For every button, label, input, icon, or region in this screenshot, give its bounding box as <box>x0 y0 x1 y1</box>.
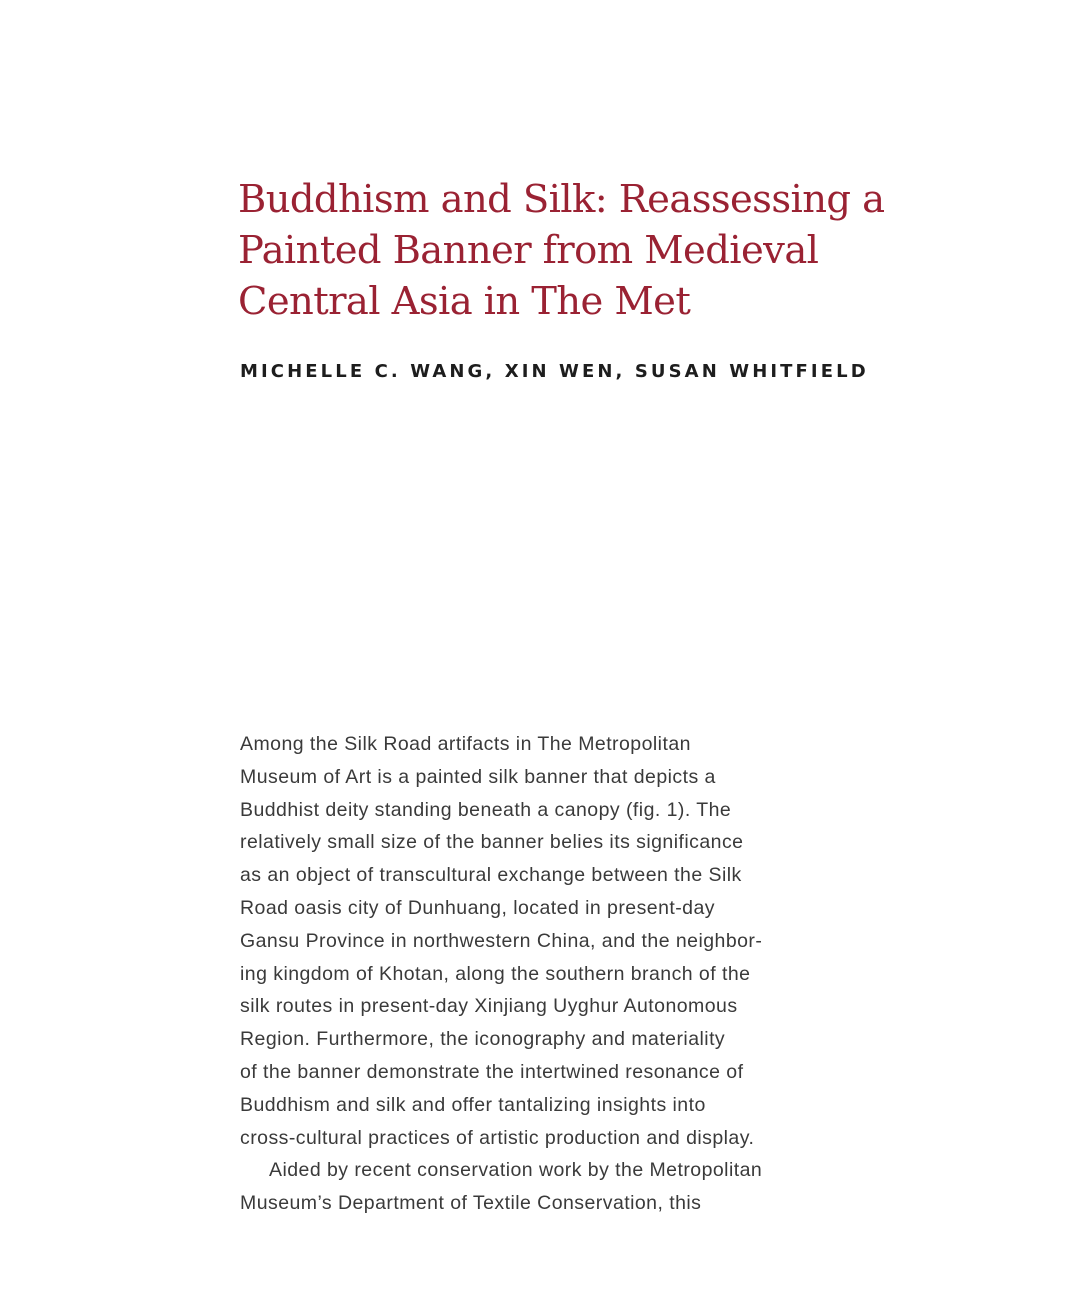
body-line: silk routes in present-day Xinjiang Uyghur Autonomous <box>240 995 738 1018</box>
body-line: of the banner demonstrate the intertwined resonance of <box>240 1060 744 1083</box>
article-authors: MICHELLE C. WANG, XIN WEN, SUSAN WHITFIELD <box>240 361 869 382</box>
article-title <box>238 174 885 327</box>
body-line: as an object of transcultural exchange between the Silk <box>240 864 742 887</box>
paragraph-start-line: Aided by recent conservation work by the Metropolitan <box>269 1159 763 1182</box>
body-line: Museum’s Department of Textile Conservation, this <box>240 1192 702 1215</box>
body-line: Among the Silk Road artifacts in The Metropolitan <box>240 733 691 755</box>
body-line: ing kingdom of Khotan, along the southern branch of the <box>240 962 751 985</box>
body-line: Region. Furthermore, the iconography and materiality <box>240 1028 726 1051</box>
title-line: Painted Banner from Medieval <box>238 228 819 273</box>
title-line: Central Asia in The Met <box>238 279 691 324</box>
body-line: Museum of Art is a painted silk banner that depicts a <box>240 765 716 788</box>
title-line: Buddhism and Silk: Reassessing a <box>238 177 885 222</box>
body-line: Buddhism and silk and offer tantalizing insights into <box>240 1093 706 1116</box>
body-line: cross-cultural practices of artistic production and display. <box>240 1126 755 1149</box>
body-line: Road oasis city of Dunhuang, located in present-day <box>240 896 715 919</box>
body-line: relatively small size of the banner belies its significance <box>240 831 744 854</box>
body-line: Gansu Province in northwestern China, and the neighbor- <box>240 929 763 952</box>
body-line: Buddhist deity standing beneath a canopy (fig. 1). The <box>240 798 732 821</box>
article-body <box>240 728 840 1220</box>
